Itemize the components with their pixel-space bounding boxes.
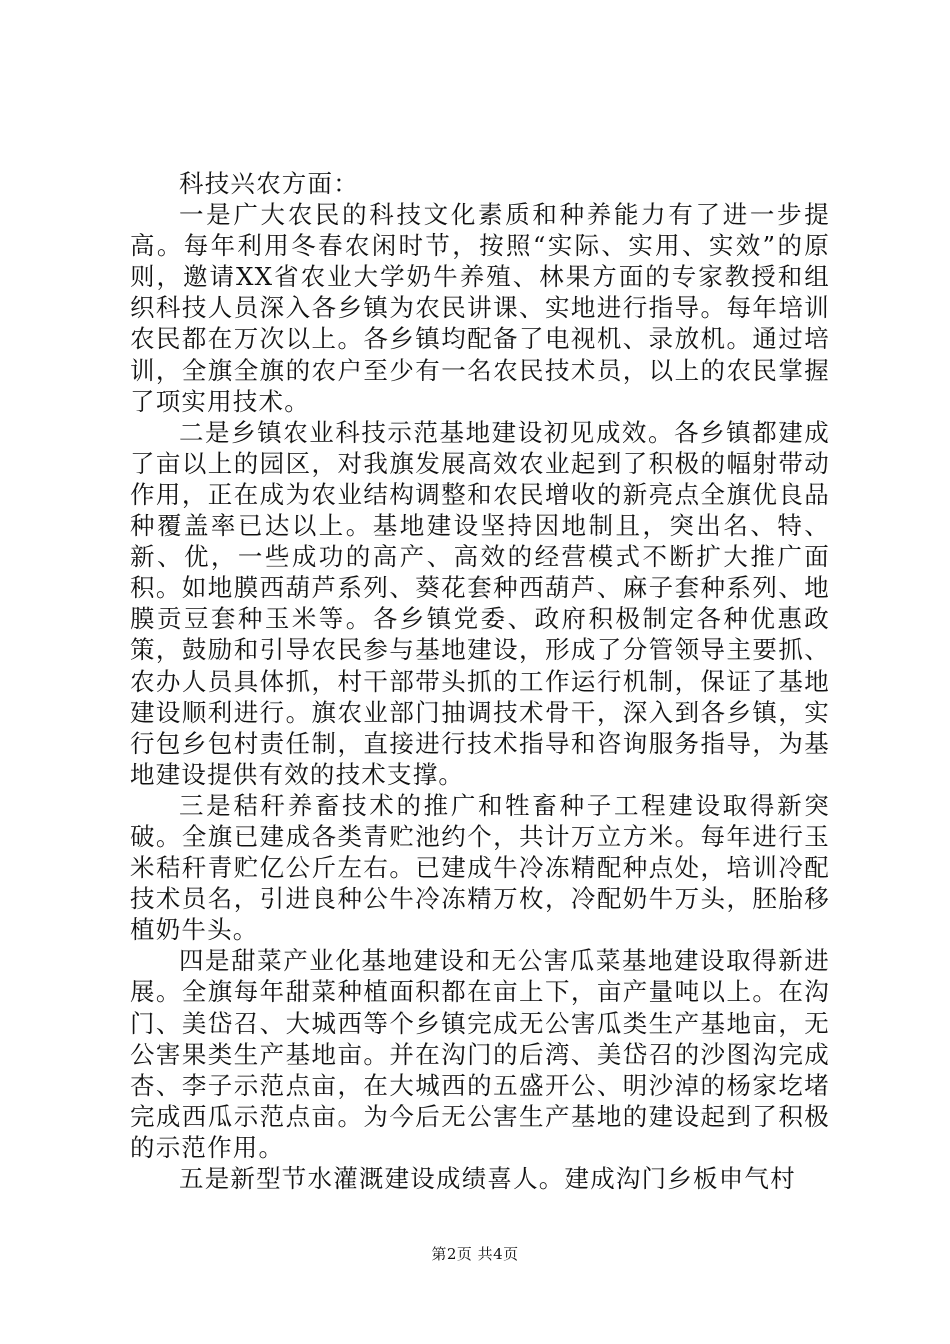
paragraph-2: 二是乡镇农业科技示范基地建设初见成效。各乡镇都建成了亩以上的园区，对我旗发展高效农业起到了积极的幅射带动作用，正在成为农业结构调整和农民增收的新亮点全旗优良品种覆盖率已达以上。基地建设坚持因地制且，突出名、特、新、优，一些成功的高产、高效的经营模式不断扩大推广面积。如地膜西葫芦系列、葵花套种西葫芦、麻子套种系列、地膜贡豆套种玉米等。各乡镇党委、政府积极制定各种优惠政策，鼓励和引导农民参与基地建设，形成了分管领导主要抓、农办人员具体抓，村干部带头抓的工作运行机制，保证了基地建设顺利进行。旗农业部门抽调技术骨干，深入到各乡镇，实行包乡包村责任制，直接进行技术指导和咨询服务指导，为基地建设提供有效的技术支撑。 <box>130 417 830 789</box>
section-heading: 科技兴农方面： <box>179 169 359 198</box>
paragraph-4: 四是甜菜产业化基地建设和无公害瓜菜基地建设取得新进展。全旗每年甜菜种植面积都在亩上下，亩产量吨以上。在沟门、美岱召、大城西等个乡镇完成无公害瓜类生产基地亩，无公害果类生产基地亩。并在沟门的后湾、美岱召的沙图沟完成杏、李子示范点亩，在大城西的五盛开公、明沙淖的杨家圪堵完成西瓜示范点亩。为今后无公害生产基地的建设起到了积极的示范作用。 <box>130 946 830 1162</box>
document-body <box>130 168 830 1194</box>
page-footer: 第2页 共4页 <box>431 1245 519 1263</box>
paragraph-1: 一是广大农民的科技文化素质和种养能力有了进一步提高。每年利用冬春农闲时节，按照“实际、实用、实效”的原则，邀请XX省农业大学奶牛养殖、林果方面的专家教授和组织科技人员深入各乡镇为农民讲课、实地进行指导。每年培训农民都在万次以上。各乡镇均配备了电视机、录放机。通过培训，全旗全旗的农户至少有一名农民技术员，以上的农民掌握了项实用技术。 <box>130 200 830 416</box>
paragraph-3: 三是秸秆养畜技术的推广和牲畜种子工程建设取得新突破。全旗已建成各类青贮池约个，共计万立方米。每年进行玉米秸秆青贮亿公斤左右。已建成牛冷冻精配种点处，培训冷配技术员名，引进良种公牛冷冻精万枚，冷配奶牛万头，胚胎移植奶牛头。 <box>130 790 830 945</box>
paragraph-5: 五是新型节水灌溉建设成绩喜人。建成沟门乡板申气村 <box>179 1164 796 1193</box>
